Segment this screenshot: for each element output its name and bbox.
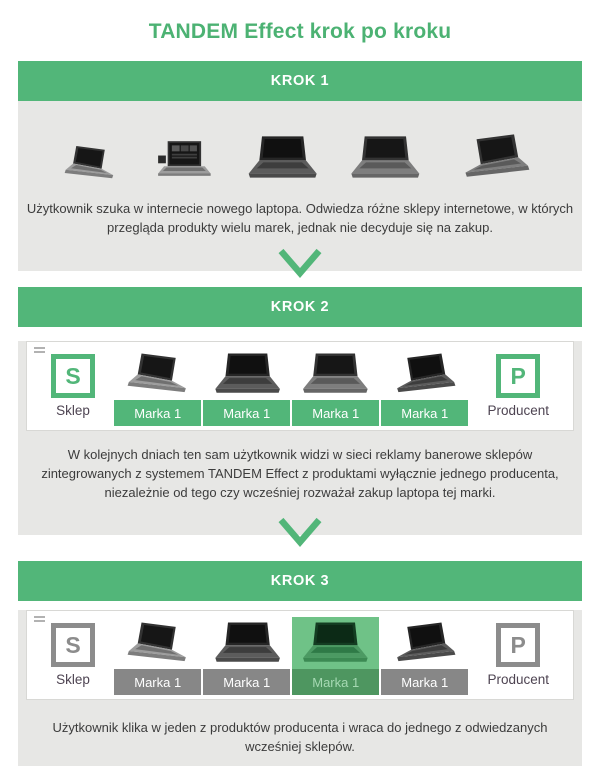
product-image — [114, 348, 201, 400]
product-image — [381, 617, 468, 669]
chevron-down-icon — [278, 248, 322, 278]
producer-letter: P — [496, 623, 540, 667]
page-title: TANDEM Effect krok po kroku — [148, 20, 452, 43]
product-strip — [114, 617, 468, 695]
step-1-body — [18, 101, 582, 271]
step-2-section — [18, 287, 582, 535]
laptop-icon — [298, 352, 374, 398]
laptop-icon — [209, 621, 285, 667]
step-3-description: Użytkownik klika w jeden z produktów producenta i wraca do jednego z odwiedzanych wcześniej sklepów. — [52, 720, 548, 754]
product-label: Marka 1 — [114, 400, 201, 426]
product-image — [292, 348, 379, 400]
laptop-row — [18, 101, 582, 183]
laptop-icon — [450, 133, 542, 183]
product-label: Marka 1 — [292, 400, 379, 426]
ad-banner — [26, 610, 574, 700]
menu-icon[interactable] — [34, 347, 45, 355]
shop-letter: S — [51, 354, 95, 398]
step-2-header: KROK 2 — [18, 287, 582, 327]
laptop-icon — [120, 352, 196, 398]
shop-box[interactable] — [51, 623, 95, 687]
product-label: Marka 1 — [203, 669, 290, 695]
laptop-icon — [146, 140, 218, 183]
producer-box[interactable] — [487, 354, 549, 418]
ad-banner — [26, 341, 574, 431]
product-tile[interactable] — [381, 617, 468, 695]
producer-box[interactable] — [487, 623, 549, 687]
product-tile[interactable] — [381, 348, 468, 426]
step-3-header: KROK 3 — [18, 561, 582, 601]
product-tile[interactable] — [114, 617, 201, 695]
laptop-icon — [346, 135, 426, 183]
product-image — [203, 348, 290, 400]
laptop-icon — [387, 352, 463, 398]
product-label: Marka 1 — [292, 669, 379, 695]
product-label: Marka 1 — [203, 400, 290, 426]
step-1-header: KROK 1 — [18, 61, 582, 101]
product-tile[interactable] — [114, 348, 201, 426]
step-3-section — [18, 561, 582, 766]
product-image — [203, 617, 290, 669]
menu-icon[interactable] — [34, 616, 45, 624]
product-tile[interactable] — [292, 348, 379, 426]
producer-letter: P — [496, 354, 540, 398]
producer-label: Producent — [487, 403, 549, 418]
product-image — [114, 617, 201, 669]
laptop-icon — [298, 621, 374, 667]
product-strip — [114, 348, 468, 426]
step-1-description: Użytkownik szuka w internecie nowego laptopa. Odwiedza różne sklepy internetowe, w których przegląda produkty wielu marek, jednak nie decyduje się na zakup. — [26, 201, 574, 235]
laptop-icon — [242, 135, 322, 183]
product-tile-highlighted[interactable] — [292, 617, 379, 695]
producer-label: Producent — [487, 672, 549, 687]
laptop-icon — [120, 621, 196, 667]
product-tile[interactable] — [203, 348, 290, 426]
product-label: Marka 1 — [114, 669, 201, 695]
step-2-body — [18, 341, 582, 535]
laptop-icon — [209, 352, 285, 398]
shop-label: Sklep — [56, 403, 90, 418]
shop-label: Sklep — [56, 672, 90, 687]
step-2-description: W kolejnych dniach ten sam użytkownik widzi w sieci reklamy banerowe sklepów zintegrowanych z systemem TANDEM Effect z produktami wyłącznie jednego producenta, niezależnie od tego czy wcześniej rozważał zakup laptopa tej marki. — [41, 447, 559, 500]
product-tile[interactable] — [203, 617, 290, 695]
chevron-down-icon — [278, 517, 322, 547]
step-1-section — [18, 61, 582, 271]
product-label: Marka 1 — [381, 669, 468, 695]
step-3-body — [18, 610, 582, 766]
laptop-icon — [58, 145, 122, 183]
shop-letter: S — [51, 623, 95, 667]
laptop-icon — [387, 621, 463, 667]
product-image — [292, 617, 379, 669]
product-label: Marka 1 — [381, 400, 468, 426]
product-image — [381, 348, 468, 400]
shop-box[interactable] — [51, 354, 95, 418]
